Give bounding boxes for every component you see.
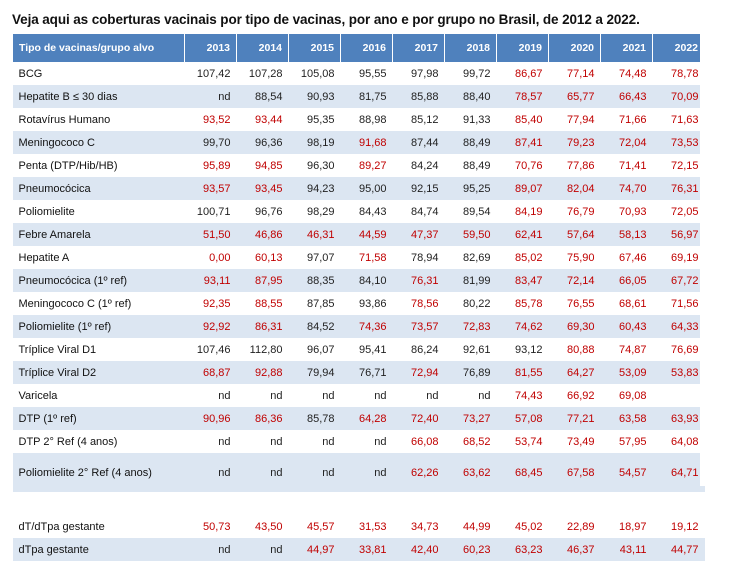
cell-value: 90,96 <box>185 407 237 430</box>
cell-value: 77,14 <box>549 62 601 85</box>
cell-value: 47,37 <box>393 223 445 246</box>
column-header-type: Tipo de vacinas/grupo alvo <box>13 34 185 62</box>
cell-value: 95,00 <box>341 177 393 200</box>
row-label: Tríplice Viral D2 <box>13 361 185 384</box>
cell-value: 63,93 <box>653 407 705 430</box>
cell-value: 84,24 <box>393 154 445 177</box>
cell-value: 78,56 <box>393 292 445 315</box>
column-header-2020: 2020 <box>549 34 601 62</box>
cell-value: 66,08 <box>393 430 445 453</box>
cell-value: 85,02 <box>497 246 549 269</box>
cell-value: 88,55 <box>237 292 289 315</box>
cell-value: 76,89 <box>445 361 497 384</box>
cell-value: 84,74 <box>393 200 445 223</box>
table-row <box>13 292 705 315</box>
column-header-2018: 2018 <box>445 34 497 62</box>
cell-value: 58,13 <box>601 223 653 246</box>
cell-value: nd <box>341 453 393 492</box>
cell-value: 69,08 <box>601 384 653 407</box>
cell-value: 95,25 <box>445 177 497 200</box>
cell-value: 51,50 <box>185 223 237 246</box>
cell-value: 91,68 <box>341 131 393 154</box>
cell-value: 67,58 <box>549 453 601 492</box>
cell-value: 87,41 <box>497 131 549 154</box>
cell-value: 66,05 <box>601 269 653 292</box>
table-row <box>13 338 705 361</box>
cell-value: 85,40 <box>497 108 549 131</box>
table-row <box>13 131 705 154</box>
cell-value: 72,04 <box>601 131 653 154</box>
row-label: dT/dTpa gestante <box>13 515 185 538</box>
table-row <box>13 85 705 108</box>
cell-value: 67,72 <box>653 269 705 292</box>
cell-value: 70,76 <box>497 154 549 177</box>
table-row <box>13 315 705 338</box>
cell-value: nd <box>341 384 393 407</box>
cell-value: 65,77 <box>549 85 601 108</box>
cell-value: 98,19 <box>289 131 341 154</box>
row-label: Poliomielite (1º ref) <box>13 315 185 338</box>
cell-value: nd <box>185 85 237 108</box>
cell-value: 77,86 <box>549 154 601 177</box>
cell-value: 99,70 <box>185 131 237 154</box>
cell-value: 85,12 <box>393 108 445 131</box>
cell-value: 72,05 <box>653 200 705 223</box>
row-label: BCG <box>13 62 185 85</box>
table-row <box>13 430 705 453</box>
cell-value: nd <box>341 430 393 453</box>
cell-value: nd <box>289 384 341 407</box>
column-header-2019: 2019 <box>497 34 549 62</box>
cell-value: 64,28 <box>341 407 393 430</box>
cell-value: 72,83 <box>445 315 497 338</box>
cell-value: 68,61 <box>601 292 653 315</box>
cell-value: 18,97 <box>601 515 653 538</box>
cell-value <box>653 384 705 407</box>
cell-value: 53,83 <box>653 361 705 384</box>
cell-value: 0,00 <box>185 246 237 269</box>
cell-value: 76,31 <box>653 177 705 200</box>
cell-value: 71,66 <box>601 108 653 131</box>
table-row <box>13 269 705 292</box>
cell-value: 92,88 <box>237 361 289 384</box>
cell-value: 88,54 <box>237 85 289 108</box>
cell-value: 95,35 <box>289 108 341 131</box>
table-row <box>13 62 705 85</box>
table-header <box>13 34 705 62</box>
cell-value: 71,41 <box>601 154 653 177</box>
cell-value: nd <box>289 430 341 453</box>
cell-value: 81,75 <box>341 85 393 108</box>
cell-value: 42,40 <box>393 538 445 561</box>
cell-value: 92,35 <box>185 292 237 315</box>
cell-value: 90,93 <box>289 85 341 108</box>
cell-value: 68,52 <box>445 430 497 453</box>
row-label: Poliomielite 2° Ref (4 anos) <box>13 453 185 492</box>
cell-value: nd <box>185 384 237 407</box>
cell-value: 54,57 <box>601 453 653 492</box>
cell-value: 92,61 <box>445 338 497 361</box>
cell-value: nd <box>185 538 237 561</box>
cell-value: 82,69 <box>445 246 497 269</box>
cell-value: nd <box>237 453 289 492</box>
cell-value: 95,41 <box>341 338 393 361</box>
cell-value: 60,43 <box>601 315 653 338</box>
table-row <box>13 246 705 269</box>
cell-value: 88,40 <box>445 85 497 108</box>
column-header-2022: 2022 <box>653 34 705 62</box>
cell-value: 96,36 <box>237 131 289 154</box>
cell-value: 96,30 <box>289 154 341 177</box>
cell-value: 63,58 <box>601 407 653 430</box>
cell-value: 64,33 <box>653 315 705 338</box>
cell-value: 72,15 <box>653 154 705 177</box>
cell-value: 89,07 <box>497 177 549 200</box>
cell-value: 31,53 <box>341 515 393 538</box>
cell-value: 64,08 <box>653 430 705 453</box>
cell-value: 78,57 <box>497 85 549 108</box>
row-spacer <box>13 492 705 515</box>
page-title: Veja aqui as coberturas vacinais por tipo de vacinas, por ano e por grupo no Brasil, de 2012 a 2022. <box>12 12 640 27</box>
header-row <box>13 34 705 62</box>
cell-value: 79,94 <box>289 361 341 384</box>
vaccine-coverage-table-container <box>12 34 702 561</box>
row-label: Meningococo C (1º ref) <box>13 292 185 315</box>
cell-value: 85,78 <box>289 407 341 430</box>
cell-value: 76,79 <box>549 200 601 223</box>
cell-value: 84,52 <box>289 315 341 338</box>
cell-value: 66,43 <box>601 85 653 108</box>
row-label: Tríplice Viral D1 <box>13 338 185 361</box>
cell-value: 68,45 <box>497 453 549 492</box>
cell-value: 62,41 <box>497 223 549 246</box>
cell-value: 69,30 <box>549 315 601 338</box>
cell-value: 76,71 <box>341 361 393 384</box>
table-row <box>13 200 705 223</box>
cell-value: 73,57 <box>393 315 445 338</box>
cell-value: 62,26 <box>393 453 445 492</box>
cell-value: 45,02 <box>497 515 549 538</box>
table-row <box>13 407 705 430</box>
cell-value: 87,95 <box>237 269 289 292</box>
cell-value: 80,88 <box>549 338 601 361</box>
cell-value: 93,11 <box>185 269 237 292</box>
cell-value: 96,76 <box>237 200 289 223</box>
cell-value: nd <box>445 384 497 407</box>
cell-value: 93,45 <box>237 177 289 200</box>
row-label: Varicela <box>13 384 185 407</box>
cell-value: 88,49 <box>445 154 497 177</box>
cell-value: 70,93 <box>601 200 653 223</box>
row-label: Meningococo C <box>13 131 185 154</box>
cell-value: nd <box>237 538 289 561</box>
column-header-2016: 2016 <box>341 34 393 62</box>
table-row <box>13 515 705 538</box>
cell-value: 88,98 <box>341 108 393 131</box>
table-row <box>13 361 705 384</box>
cell-value: 93,57 <box>185 177 237 200</box>
cell-value: 86,36 <box>237 407 289 430</box>
cell-value: 89,54 <box>445 200 497 223</box>
cell-value: 76,69 <box>653 338 705 361</box>
cell-value: 69,19 <box>653 246 705 269</box>
cell-value: 86,24 <box>393 338 445 361</box>
column-header-2013: 2013 <box>185 34 237 62</box>
cell-value: 72,94 <box>393 361 445 384</box>
cell-value: 77,94 <box>549 108 601 131</box>
cell-value: 107,46 <box>185 338 237 361</box>
cell-value: 78,94 <box>393 246 445 269</box>
cell-value: 57,64 <box>549 223 601 246</box>
cell-value: 66,92 <box>549 384 601 407</box>
cell-value: 88,49 <box>445 131 497 154</box>
cell-value: 46,86 <box>237 223 289 246</box>
cell-value: 63,62 <box>445 453 497 492</box>
row-label: Febre Amarela <box>13 223 185 246</box>
cell-value: 72,14 <box>549 269 601 292</box>
table-row <box>13 177 705 200</box>
table-row <box>13 538 705 561</box>
cell-value: nd <box>185 453 237 492</box>
cell-value: 93,12 <box>497 338 549 361</box>
cell-value: 46,31 <box>289 223 341 246</box>
row-label: Rotavírus Humano <box>13 108 185 131</box>
cell-value: 75,90 <box>549 246 601 269</box>
cell-value: nd <box>393 384 445 407</box>
cell-value: 94,23 <box>289 177 341 200</box>
cell-value: 97,98 <box>393 62 445 85</box>
row-label: Hepatite B ≤ 30 dias <box>13 85 185 108</box>
cell-value: 67,46 <box>601 246 653 269</box>
cell-value: 98,29 <box>289 200 341 223</box>
cell-value: 64,27 <box>549 361 601 384</box>
cell-value: 74,70 <box>601 177 653 200</box>
cell-value: 73,53 <box>653 131 705 154</box>
cell-value: 56,97 <box>653 223 705 246</box>
cell-value: 44,99 <box>445 515 497 538</box>
column-header-2015: 2015 <box>289 34 341 62</box>
cell-value: 107,28 <box>237 62 289 85</box>
vaccine-coverage-table <box>12 34 705 561</box>
cell-value: 95,89 <box>185 154 237 177</box>
cell-value: 74,48 <box>601 62 653 85</box>
cell-value: 88,35 <box>289 269 341 292</box>
cell-value: 96,07 <box>289 338 341 361</box>
cell-value: 107,42 <box>185 62 237 85</box>
cell-value: 77,21 <box>549 407 601 430</box>
cell-value: 43,11 <box>601 538 653 561</box>
cell-value: 84,19 <box>497 200 549 223</box>
cell-value: nd <box>185 430 237 453</box>
cell-value: 91,33 <box>445 108 497 131</box>
cell-value: 100,71 <box>185 200 237 223</box>
cell-value: 74,36 <box>341 315 393 338</box>
cell-value: 92,92 <box>185 315 237 338</box>
cell-value: 112,80 <box>237 338 289 361</box>
cell-value: nd <box>237 430 289 453</box>
cell-value: 73,27 <box>445 407 497 430</box>
cell-value: 84,43 <box>341 200 393 223</box>
cell-value: nd <box>237 384 289 407</box>
cell-value: 93,86 <box>341 292 393 315</box>
cell-value: 93,52 <box>185 108 237 131</box>
table-row <box>13 384 705 407</box>
cell-value: 82,04 <box>549 177 601 200</box>
row-label: Hepatite A <box>13 246 185 269</box>
cell-value: 34,73 <box>393 515 445 538</box>
cell-value: 59,50 <box>445 223 497 246</box>
cell-value: 63,23 <box>497 538 549 561</box>
cell-value: 94,85 <box>237 154 289 177</box>
cell-value: 74,62 <box>497 315 549 338</box>
cell-value: 71,58 <box>341 246 393 269</box>
cell-value: 72,40 <box>393 407 445 430</box>
row-label: Poliomielite <box>13 200 185 223</box>
cell-value: 87,85 <box>289 292 341 315</box>
table-row <box>13 453 705 492</box>
cell-value: 71,63 <box>653 108 705 131</box>
cell-value: 57,08 <box>497 407 549 430</box>
row-label: Pneumocócica <box>13 177 185 200</box>
cell-value: 89,27 <box>341 154 393 177</box>
cell-value: 45,57 <box>289 515 341 538</box>
cell-value: 50,73 <box>185 515 237 538</box>
cell-value: 73,49 <box>549 430 601 453</box>
cell-value: 85,78 <box>497 292 549 315</box>
cell-value: 68,87 <box>185 361 237 384</box>
cell-value: 57,95 <box>601 430 653 453</box>
cell-value: 44,97 <box>289 538 341 561</box>
cell-value: nd <box>289 453 341 492</box>
table-row <box>13 223 705 246</box>
row-label: DTP 2° Ref (4 anos) <box>13 430 185 453</box>
row-label: Pneumocócica (1º ref) <box>13 269 185 292</box>
cell-value: 46,37 <box>549 538 601 561</box>
cell-value: 60,23 <box>445 538 497 561</box>
cell-value: 76,55 <box>549 292 601 315</box>
cell-value: 85,88 <box>393 85 445 108</box>
cell-value: 22,89 <box>549 515 601 538</box>
cell-value: 33,81 <box>341 538 393 561</box>
row-label: Penta (DTP/Hib/HB) <box>13 154 185 177</box>
column-header-2017: 2017 <box>393 34 445 62</box>
cell-value: 53,74 <box>497 430 549 453</box>
cell-value: 87,44 <box>393 131 445 154</box>
cell-value: 64,71 <box>653 453 705 492</box>
cell-value: 97,07 <box>289 246 341 269</box>
cell-value: 44,59 <box>341 223 393 246</box>
cell-value: 78,78 <box>653 62 705 85</box>
cell-value: 53,09 <box>601 361 653 384</box>
cell-value: 81,55 <box>497 361 549 384</box>
cell-value: 71,56 <box>653 292 705 315</box>
page-right-margin <box>700 0 741 486</box>
cell-value: 44,77 <box>653 538 705 561</box>
cell-value: 92,15 <box>393 177 445 200</box>
cell-value: 74,87 <box>601 338 653 361</box>
cell-value: 79,23 <box>549 131 601 154</box>
cell-value: 80,22 <box>445 292 497 315</box>
cell-value: 81,99 <box>445 269 497 292</box>
cell-value: 99,72 <box>445 62 497 85</box>
row-label: dTpa gestante <box>13 538 185 561</box>
table-row <box>13 108 705 131</box>
cell-value: 74,43 <box>497 384 549 407</box>
cell-value: 60,13 <box>237 246 289 269</box>
cell-value: 84,10 <box>341 269 393 292</box>
column-header-2014: 2014 <box>237 34 289 62</box>
cell-value: 83,47 <box>497 269 549 292</box>
cell-value: 95,55 <box>341 62 393 85</box>
cell-value: 76,31 <box>393 269 445 292</box>
column-header-2021: 2021 <box>601 34 653 62</box>
cell-value: 105,08 <box>289 62 341 85</box>
cell-value: 93,44 <box>237 108 289 131</box>
table-row <box>13 154 705 177</box>
cell-value: 86,31 <box>237 315 289 338</box>
row-label: DTP (1º ref) <box>13 407 185 430</box>
table-body <box>13 62 705 561</box>
cell-value: 70,09 <box>653 85 705 108</box>
cell-value: 19,12 <box>653 515 705 538</box>
cell-value: 86,67 <box>497 62 549 85</box>
cell-value: 43,50 <box>237 515 289 538</box>
